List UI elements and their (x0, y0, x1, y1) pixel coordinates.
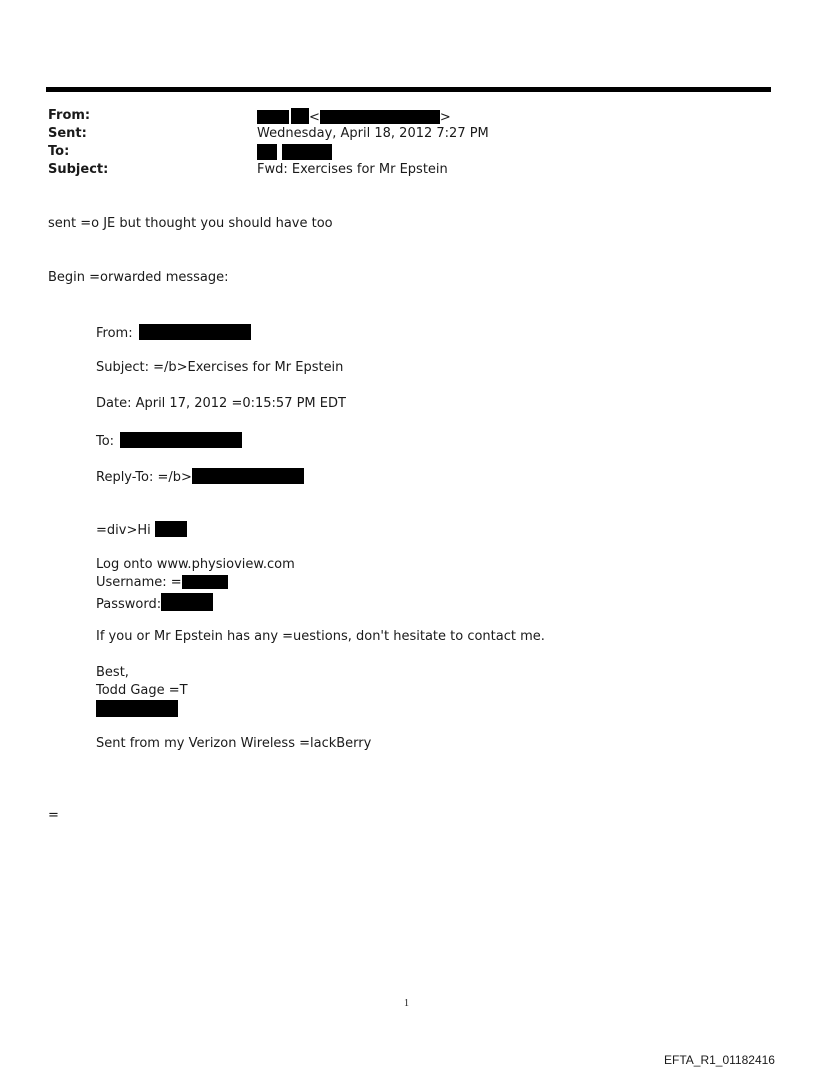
redaction-block (257, 144, 277, 160)
redaction-block (192, 468, 304, 484)
subject-value: Fwd: Exercises for Mr Epstein (257, 162, 448, 177)
redaction-block (120, 432, 242, 448)
fwd-date-line: Date: April 17, 2012 =0:15:57 PM EDT (96, 396, 346, 411)
sign-off: Best, (96, 665, 129, 680)
header-rule (46, 87, 771, 92)
from-value (257, 108, 451, 126)
fwd-from-label: From: (96, 326, 133, 341)
fwd-to-label: To: (96, 434, 115, 449)
fwd-from-line (96, 324, 251, 342)
from-email-open: < (309, 110, 320, 125)
page-number: 1 (404, 998, 409, 1009)
redaction-block (139, 324, 251, 340)
to-value (257, 144, 332, 162)
sent-label: Sent: (48, 126, 87, 141)
from-email-close: > (439, 110, 451, 125)
username-line (96, 575, 228, 591)
redaction-block (257, 110, 289, 124)
signature-name: Todd Gage =T (96, 683, 188, 698)
redaction-block (182, 575, 228, 589)
fwd-subject-line: Subject: =/b>Exercises for Mr Epstein (96, 360, 344, 375)
to-label: To: (48, 144, 70, 159)
greeting-text: =div>Hi (96, 523, 151, 538)
redaction-block (282, 144, 332, 160)
questions-line: If you or Mr Epstein has any =uestions, don't hesitate to contact me. (96, 629, 545, 644)
from-label: From: (48, 108, 91, 123)
sent-from-line: Sent from my Verizon Wireless =lackBerry (96, 736, 372, 751)
trailing-char: = (48, 808, 59, 823)
redaction-block (320, 110, 440, 124)
begin-forwarded-line: Begin =orwarded message: (48, 270, 229, 285)
username-label: Username: = (96, 575, 182, 590)
signature-redaction (96, 700, 178, 719)
fwd-reply-to-label: Reply-To: =/b> (96, 470, 192, 485)
subject-label: Subject: (48, 162, 109, 177)
redaction-block (161, 593, 213, 611)
redaction-block (96, 700, 178, 717)
password-label: Password: (96, 597, 162, 612)
fwd-to-line (96, 432, 242, 450)
login-line: Log onto www.physioview.com (96, 557, 295, 572)
document-id: EFTA_R1_01182416 (664, 1053, 775, 1067)
intro-line: sent =o JE but thought you should have too (48, 216, 333, 231)
password-line (96, 593, 213, 613)
fwd-reply-to-line (96, 468, 304, 486)
sent-value: Wednesday, April 18, 2012 7:27 PM (257, 126, 489, 141)
redaction-block (291, 108, 309, 124)
redaction-block (155, 521, 187, 537)
greeting-line (96, 521, 187, 539)
